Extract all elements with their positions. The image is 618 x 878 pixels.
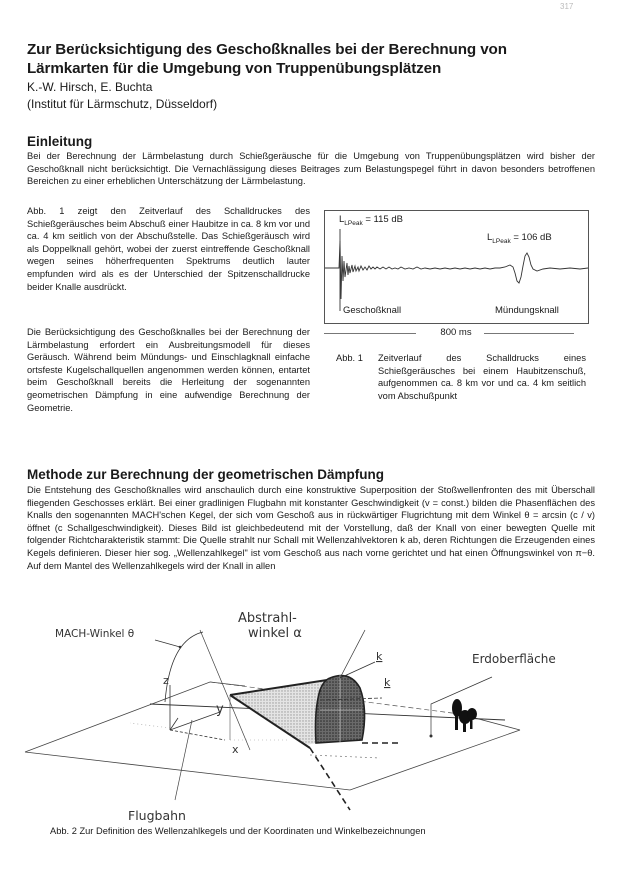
title-line-2: Lärmkarten für die Umgebung von Truppenübungsplätzen [27,60,442,77]
label-abstrahl-1: Abstrahl- [238,611,297,626]
time-scale-bar [324,326,588,340]
peak2-label: $L_{LPeak} = 106$ dB [487,232,552,245]
paper-title [27,40,607,78]
label-y-axis: y [216,702,224,717]
figure-1-waveform [324,210,589,324]
label-muendungsknall: Mündungsknall [495,305,559,316]
figure-2-caption: Abb. 2 Zur Definition des Wellenzahlkegels und der Koordinaten und Winkelbezeichnungen [50,826,426,836]
intro-heading: Einleitung [27,134,93,149]
label-erdoberflaeche: Erdoberfläche [472,652,556,666]
figure-1-number: Abb. 1 [336,353,363,363]
label-z-axis: z [163,674,169,687]
intro-paragraph: Bei der Berechnung der Lärmbelastung durch Schießgeräusche für die Umgebung von Truppenübungsplätzen wird bisher der Geschoßknall nicht berücksichtigt. Die Vernachlässigung dieses Beitrages zum Belastungspegel führt in davon besonders betroffenen Bereichen zu einer erheblichen Unterschätzung der Lärmbelastung. [27,151,595,187]
figure-1-caption [336,352,586,402]
label-flugbahn: Flugbahn [128,808,186,823]
authors: K.-W. Hirsch, E. Buchta [27,80,153,94]
label-abstrahl-2: winkel α [248,626,302,641]
method-heading: Methode zur Berechnung der geometrischen Dämpfung [27,467,385,482]
label-mach-winkel: MACH-Winkel θ [55,628,135,640]
left-column-paragraph-2: Die Berücksichtigung des Geschoßknalles bei der Berechnung der Lärmbelastung erfordert ein Ausbreitungsmodell für dieses Geräusch. Während beim Mündungs- und Einschlagknall einfache ortsfeste Kugelschallquellen angenommen werden können, entartet beim Geschoßknall bereits die Herleitung der sogenannten geometrischen Dämpfung in eine aufwendige Berechnung der Geometrie. [27,327,310,413]
label-x-axis: x [232,743,239,756]
label-geschossknall: Geschoßknall [343,305,402,316]
figure-2-diagram [20,600,618,830]
title-line-1: Zur Berücksichtigung des Geschoßknalles bei der Berechnung von [27,41,507,58]
label-k2: k [384,676,391,689]
left-column-paragraph-1: Abb. 1 zeigt den Zeitverlauf des Schalldruckes des Schießgeräusches beim Abschuß einer Haubitze in ca. 8 km vor und ca. 4 km seitlich von der Abschußstelle. Das Schießgeräusch wird als Doppelknall gehört, wobei der zuerst eintreffende Geschoßknall wegen seines höherfrequenten Spektrums deutlich lauter empfunden wird als es der Unterschied der Spitzenschalldrucke beider Knalle ausdrückt. [27,206,310,292]
figure-1-caption-text: Zeitverlauf des Schalldrucks eines Schießgeräusches bei einem Haubitzenschuß, aufgenommen ca. 8 km vor und ca. 4 km seitlich vom Abschußpunkt [378,353,586,401]
scale-label: 800 ms [440,327,472,338]
label-k1: k [376,650,383,663]
method-paragraph: Die Entstehung des Geschoßknalles wird anschaulich durch eine konstruktive Superposition der Stoßwellenfronten des mit Überschall fliegenden Geschosses erklärt. Bei einer gradlinigen Flugbahn mit konstanter Geschwindigkeit (v = const.) bilden die Phasenflächen des Knalls den sogenannten MACH'schen Kegel, der sich vom Geschoß aus in rückwärtiger Flugrichtung mit dem Winkel θ = arcsin (c / v) öffnet (c Schallgeschwindigkeit). Dieses Bild ist gleichbedeutend mit der Vorstellung, daß der Knall von einer bewegten Quelle mit folgender Richtcharakteristik stammt: Die Quelle strahlt nur Schall mit Wellenzahlvektoren k ab, deren Richtungen die Erzeugenden eines Kegels definieren. Dieser hier sog. „Wellenzahlkegel" ist vom Geschoß aus nach vorne gerichtet und hat einen Öffnungswinkel von π−θ. Auf dem Mantel des Wellenzahlkegels wird der Knall in allen [27,485,595,571]
page-number: 317 [560,2,574,11]
institution: (Institut für Lärmschutz, Düsseldorf) [27,97,218,111]
peak1-label: $L_{LPeak} = 115$ dB [339,214,403,227]
scale-line-right [484,333,574,334]
mach-cone-diagram [20,600,618,830]
